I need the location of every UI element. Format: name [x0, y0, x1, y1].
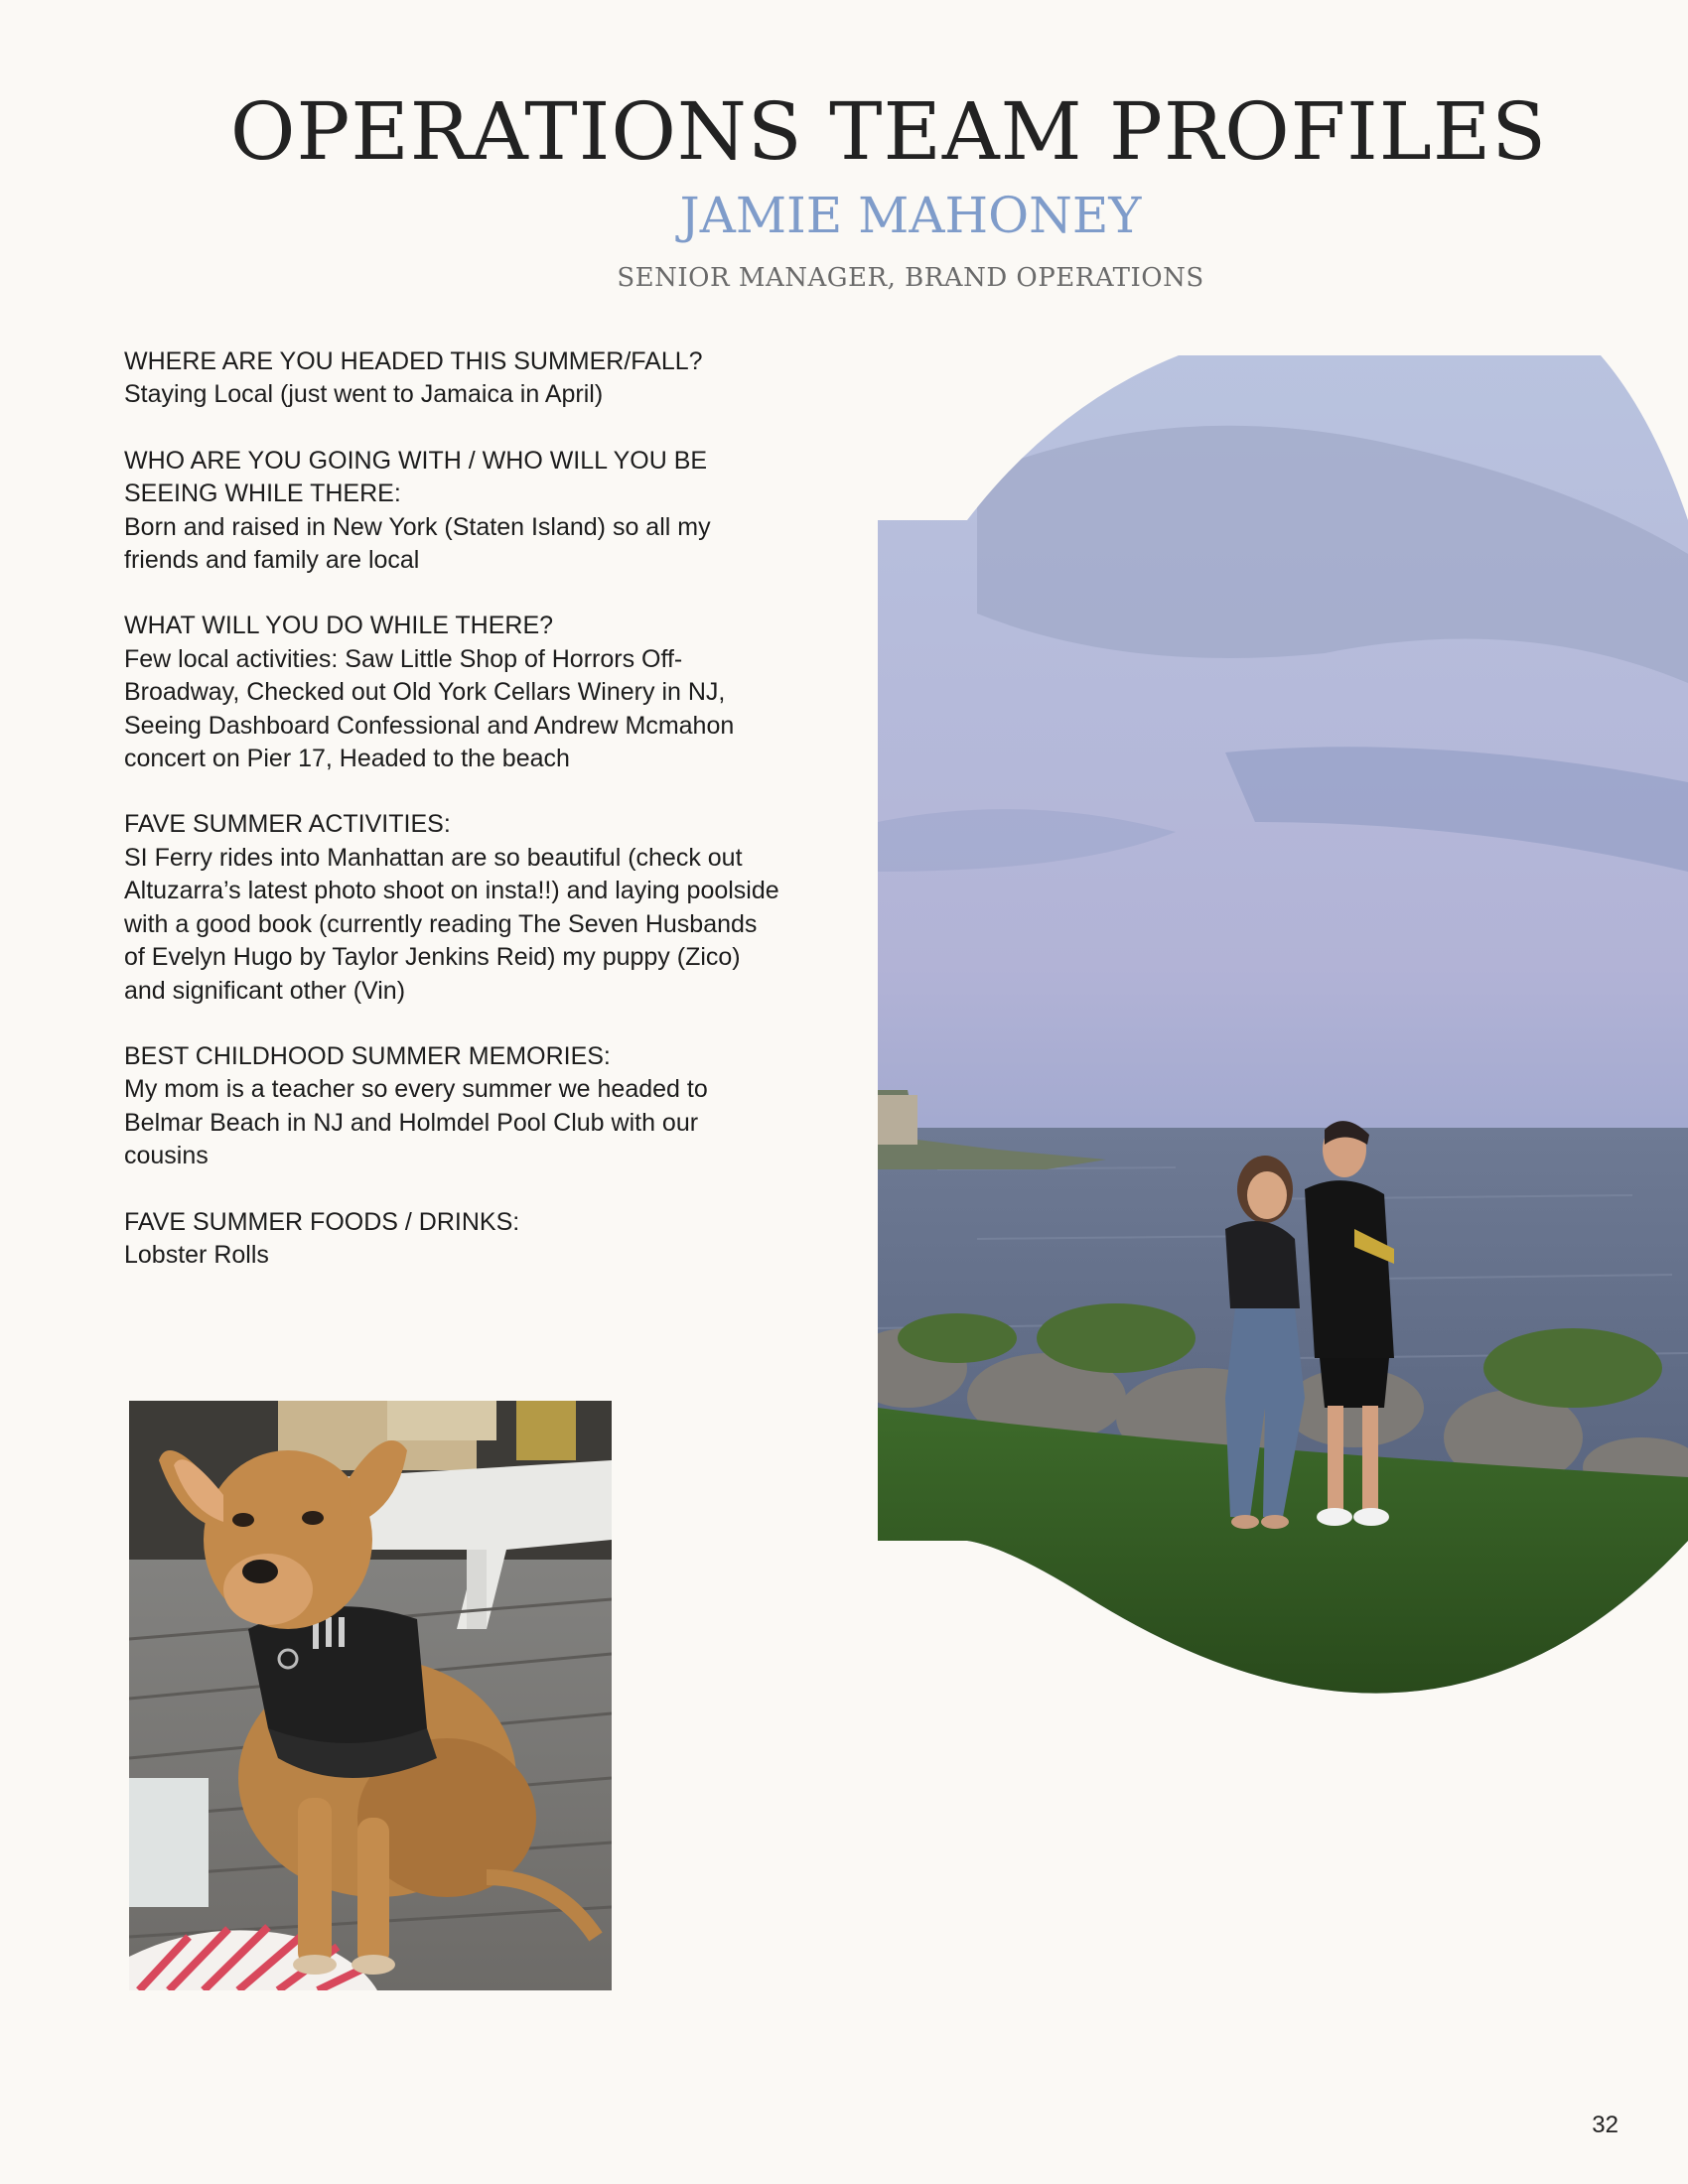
- qa-question: FAVE SUMMER FOODS / DRINKS:: [124, 1207, 520, 1236]
- page-number: 32: [1592, 2112, 1618, 2138]
- qa-question: WHERE ARE YOU HEADED THIS SUMMER/FALL?: [124, 347, 703, 375]
- qa-item: [124, 445, 779, 578]
- qa-question: WHAT WILL YOU DO WHILE THERE?: [124, 612, 554, 640]
- qa-item: [124, 610, 779, 775]
- person-role: SENIOR MANAGER, BRAND OPERATIONS: [617, 263, 1204, 293]
- dog-photo: [129, 1401, 612, 1990]
- person-name: JAMIE MAHONEY: [679, 187, 1142, 244]
- qa-item: [124, 808, 779, 1007]
- qa-answer: Born and raised in New York (Staten Island) so all my friends and family are local: [124, 512, 711, 575]
- qa-item: [124, 1206, 779, 1273]
- qa-question: FAVE SUMMER ACTIVITIES:: [124, 810, 451, 839]
- page-title: OPERATIONS TEAM PROFILES: [229, 85, 1548, 178]
- couple-photo: [878, 355, 1688, 1711]
- qa-question: BEST CHILDHOOD SUMMER MEMORIES:: [124, 1041, 611, 1070]
- qa-answer: My mom is a teacher so every summer we headed to Belmar Beach in NJ and Holmdel Pool Club with our cousins: [124, 1075, 708, 1170]
- qa-answer: SI Ferry rides into Manhattan are so beautiful (check out Altuzarra’s latest photo shoot on insta!!) and laying poolside with a good book (currently reading The Seven Husbands of Evelyn Hugo by Taylor Jenkins Reid) my puppy (Zico) and significant other (Vin): [124, 843, 779, 1005]
- qa-item: [124, 1040, 779, 1173]
- qa-answer: Lobster Rolls: [124, 1240, 269, 1269]
- qa-question: WHO ARE YOU GOING WITH / WHO WILL YOU BE SEEING WHILE THERE:: [124, 446, 708, 508]
- qa-item: [124, 345, 779, 412]
- qa-answer: Staying Local (just went to Jamaica in April): [124, 380, 604, 409]
- qa-section: [124, 345, 779, 1304]
- qa-answer: Few local activities: Saw Little Shop of Horrors Off-Broadway, Checked out Old York Cellars Winery in NJ, Seeing Dashboard Confessional and Andrew Mcmahon concert on Pier 17, Headed to the beach: [124, 644, 735, 773]
